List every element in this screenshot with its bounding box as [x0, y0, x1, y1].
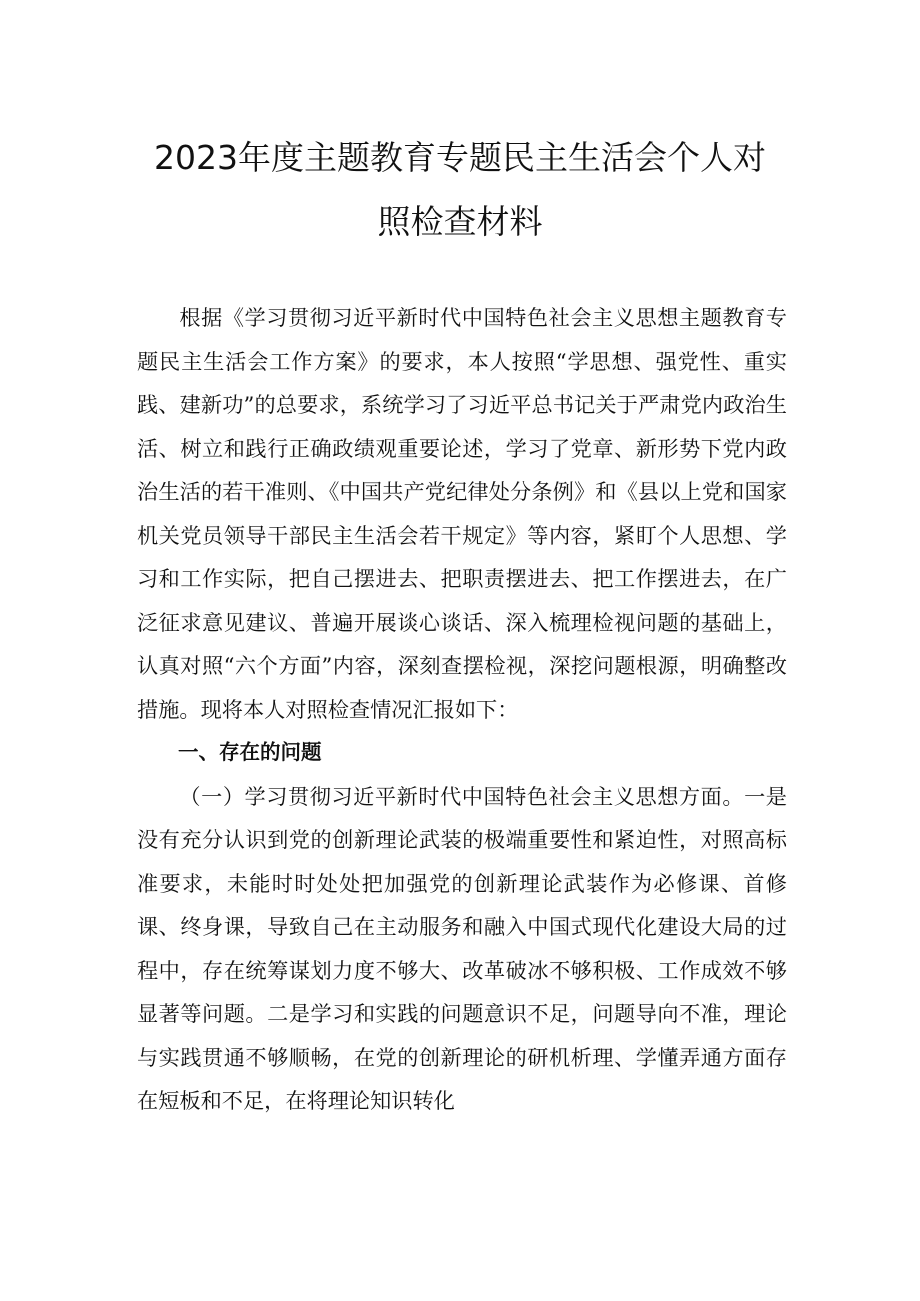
section-paragraph: （一）学习贯彻习近平新时代中国特色社会主义思想方面。一是没有充分认识到党的创新理论武装的极端重要性和紧迫性，对照高标准要求，未能时时处处把加强党的创新理论武装作为必修课、首修课、终身课，导致自己在主动服务和融入中国式现代化建设大局的过程中，存在统筹谋划力度不够大、改革破冰不够积极、工作成效不够显著等问题。二是学习和实践的问题意识不足，问题导向不准，理论与实践贯通不够顺畅，在党的创新理论的研机析理、学懂弄通方面存在短板和不足，在将理论知识转化	[137, 783, 787, 1113]
document-body	[137, 296, 787, 1123]
document-title-line-2: 照检查材料	[377, 202, 543, 241]
intro-paragraph: 根据《学习贯彻习近平新时代中国特色社会主义思想主题教育专题民主生活会工作方案》的要求，本人按照“学思想、强党性、重实践、建新功”的总要求，系统学习了习近平总书记关于严肃党内政治生活、树立和践行正确政绩观重要论述，学习了党章、新形势下党内政治生活的若干准则、《中国共产党纪律处分条例》和《县以上党和国家机关党员领导干部民主生活会若干规定》等内容，紧盯个人思想、学习和工作实际，把自己摆进去、把职责摆进去、把工作摆进去，在广泛征求意见建议、普遍开展谈心谈话、深入梳理检视问题的基础上，认真对照“六个方面”内容，深刻查摆检视，深挖问题根源，明确整改措施。现将本人对照检查情况汇报如下：	[137, 305, 787, 722]
document-title-line-1: 2023年度主题教育专题民主生活会个人对	[154, 138, 766, 177]
section-heading: 一、存在的问题	[178, 740, 322, 764]
